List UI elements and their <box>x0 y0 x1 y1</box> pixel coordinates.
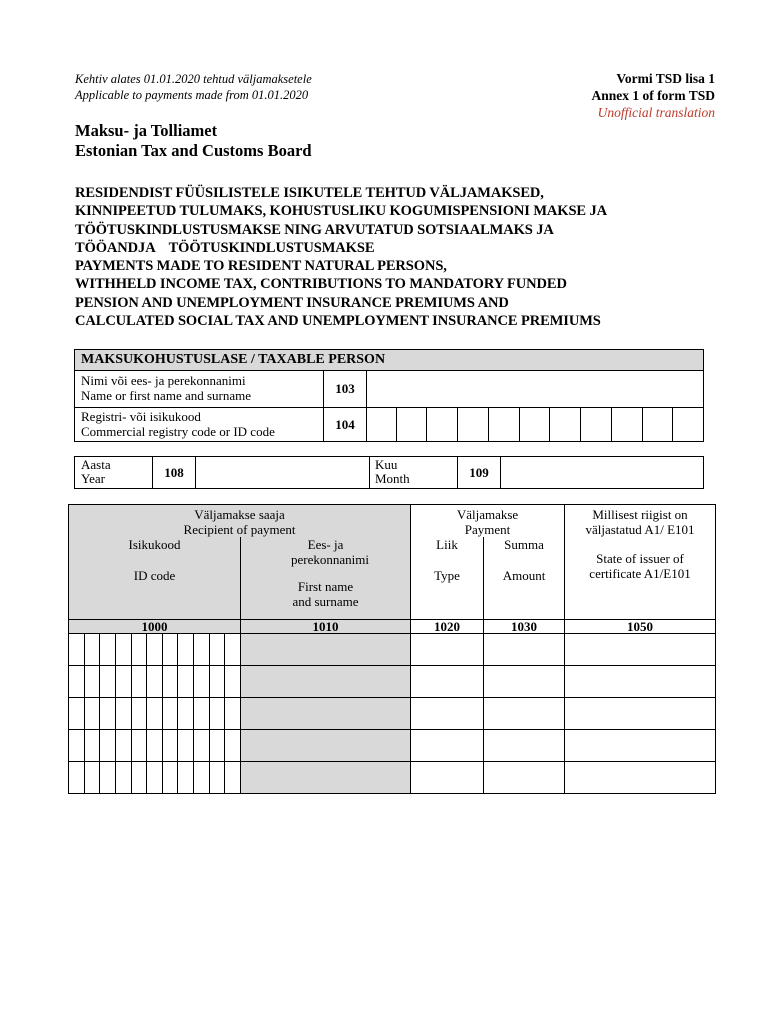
table-row <box>69 633 716 665</box>
id-digit-box[interactable] <box>225 698 240 729</box>
id-digit-box[interactable] <box>210 666 226 697</box>
id-code-cell[interactable] <box>69 697 241 729</box>
month-field[interactable] <box>500 457 703 488</box>
reg-code-digit-box[interactable] <box>643 407 674 442</box>
id-digit-box[interactable] <box>147 698 163 729</box>
id-digit-box[interactable] <box>194 698 210 729</box>
type-cell[interactable] <box>411 633 484 665</box>
id-digit-box[interactable] <box>116 666 132 697</box>
reg-code-digit-box[interactable] <box>612 407 643 442</box>
id-digit-box[interactable] <box>210 730 226 761</box>
reg-code-digit-box[interactable] <box>520 407 551 442</box>
reg-code-digit-box[interactable] <box>581 407 612 442</box>
id-code-cell[interactable] <box>69 665 241 697</box>
id-digit-box[interactable] <box>132 634 148 665</box>
id-digit-box[interactable] <box>163 762 179 793</box>
type-header <box>411 537 484 619</box>
name-field[interactable] <box>366 371 703 407</box>
state-cell[interactable] <box>565 665 716 697</box>
id-digit-box[interactable] <box>132 698 148 729</box>
id-digit-box[interactable] <box>194 634 210 665</box>
amount-header-et: Summa <box>504 537 544 552</box>
type-cell[interactable] <box>411 665 484 697</box>
amount-cell[interactable] <box>484 761 565 793</box>
title-line: PAYMENTS MADE TO RESIDENT NATURAL PERSONS, <box>75 258 447 275</box>
id-digit-box[interactable] <box>100 730 116 761</box>
reg-code-digit-box[interactable] <box>489 407 520 442</box>
state-header-en: State of issuer of certificate A1/E101 <box>589 551 691 581</box>
amount-cell[interactable] <box>484 697 565 729</box>
id-digit-box[interactable] <box>85 666 101 697</box>
name-cell[interactable] <box>241 697 411 729</box>
state-cell[interactable] <box>565 697 716 729</box>
code-row <box>69 619 716 633</box>
name-header-en: First name and surname <box>292 579 359 609</box>
reg-code-field[interactable] <box>366 407 703 442</box>
code-1050: 1050 <box>565 619 716 633</box>
id-digit-box[interactable] <box>132 762 148 793</box>
reg-code-digit-box[interactable] <box>397 407 428 442</box>
reg-code: 104 <box>323 407 367 442</box>
payment-header-en: Payment <box>464 522 511 537</box>
name-label <box>81 373 251 403</box>
title-line: RESIDENDIST FÜÜSILISTELE ISIKUTELE TEHTUD VÄLJAMAKSED, <box>75 185 544 201</box>
type-cell[interactable] <box>411 729 484 761</box>
amount-cell[interactable] <box>484 729 565 761</box>
id-code-header-en: ID code <box>133 568 176 583</box>
id-digit-box[interactable] <box>225 634 240 665</box>
amount-header <box>484 537 565 619</box>
id-digit-box[interactable] <box>210 762 226 793</box>
id-digit-box[interactable] <box>116 634 132 665</box>
name-cell[interactable] <box>241 729 411 761</box>
id-digit-box[interactable] <box>69 762 85 793</box>
month-code: 109 <box>457 457 501 488</box>
year-label <box>81 458 111 486</box>
amount-header-en: Amount <box>502 568 546 583</box>
id-digit-box[interactable] <box>147 634 163 665</box>
id-digit-box[interactable] <box>116 762 132 793</box>
title-line: CALCULATED SOCIAL TAX AND UNEMPLOYMENT INSURANCE PREMIUMS <box>75 313 601 330</box>
payment-header <box>411 505 565 538</box>
id-digit-box[interactable] <box>100 666 116 697</box>
state-header-et: Millisest riigist on väljastatud A1/ E101 <box>585 507 695 537</box>
year-field[interactable] <box>195 457 370 488</box>
table-row <box>69 761 716 793</box>
id-digit-box[interactable] <box>147 666 163 697</box>
id-digit-box[interactable] <box>69 634 85 665</box>
reg-code-digit-box[interactable] <box>458 407 489 442</box>
reg-code-digit-box[interactable] <box>366 407 397 442</box>
recipient-header-en: Recipient of payment <box>183 522 296 537</box>
type-cell[interactable] <box>411 761 484 793</box>
id-code-cell[interactable] <box>69 729 241 761</box>
taxable-person-section <box>74 349 704 442</box>
amount-cell[interactable] <box>484 633 565 665</box>
name-cell[interactable] <box>241 633 411 665</box>
id-digit-box[interactable] <box>69 730 85 761</box>
table-row <box>69 729 716 761</box>
id-digit-box[interactable] <box>178 698 194 729</box>
type-cell[interactable] <box>411 697 484 729</box>
id-digit-box[interactable] <box>194 666 210 697</box>
id-digit-box[interactable] <box>163 634 179 665</box>
payment-header-et: Väljamakse <box>456 507 519 522</box>
year-label-et: Aasta <box>81 457 111 472</box>
id-digit-box[interactable] <box>210 634 226 665</box>
id-code-cell[interactable] <box>69 633 241 665</box>
state-header <box>565 505 716 620</box>
id-code-cell[interactable] <box>69 761 241 793</box>
id-digit-box[interactable] <box>85 730 101 761</box>
reg-label <box>81 409 275 439</box>
type-header-en: Type <box>434 568 460 583</box>
id-digit-box[interactable] <box>163 730 179 761</box>
id-digit-box[interactable] <box>85 698 101 729</box>
title-line: KINNIPEETUD TULUMAKS, KOHUSTUSLIKU KOGUMISPENSIONI MAKSE JA <box>75 203 608 220</box>
amount-cell[interactable] <box>484 665 565 697</box>
id-code-header <box>69 537 241 619</box>
id-digit-box[interactable] <box>100 762 116 793</box>
table-row <box>69 665 716 697</box>
id-digit-box[interactable] <box>147 762 163 793</box>
org-name-en: Estonian Tax and Customs Board <box>75 141 312 160</box>
title-line: TÖÖTUSKINDLUSTUSMAKSE NING ARVUTATUD SOTSIAALMAKS JA <box>75 221 554 238</box>
id-digit-box[interactable] <box>69 698 85 729</box>
table-row <box>69 697 716 729</box>
id-digit-box[interactable] <box>100 698 116 729</box>
state-cell[interactable] <box>565 633 716 665</box>
reg-label-et: Registri- või isikukood <box>81 409 201 424</box>
id-digit-box[interactable] <box>178 730 194 761</box>
form-name-et: Vormi TSD lisa 1 <box>616 71 715 86</box>
id-digit-box[interactable] <box>178 762 194 793</box>
taxable-person-header: MAKSUKOHUSTUSLASE / TAXABLE PERSON <box>75 350 703 371</box>
reg-code-digit-box[interactable] <box>673 407 703 442</box>
period-section <box>74 456 704 489</box>
reg-row <box>75 407 703 442</box>
code-1020: 1020 <box>411 619 484 633</box>
id-digit-box[interactable] <box>85 634 101 665</box>
title-line: WITHHELD INCOME TAX, CONTRIBUTIONS TO MANDATORY FUNDED <box>75 276 567 293</box>
id-digit-box[interactable] <box>210 698 226 729</box>
form-name-en: Annex 1 of form TSD <box>591 88 715 103</box>
name-label-en: Name or first name and surname <box>81 388 252 403</box>
name-header <box>241 537 411 619</box>
name-cell[interactable] <box>241 665 411 697</box>
id-digit-box[interactable] <box>194 762 210 793</box>
state-cell[interactable] <box>565 729 716 761</box>
month-label-et: Kuu <box>375 457 398 472</box>
id-digit-box[interactable] <box>116 698 132 729</box>
year-code: 108 <box>152 457 196 488</box>
recipient-header-et: Väljamakse saaja <box>194 507 285 522</box>
id-digit-box[interactable] <box>132 666 148 697</box>
id-digit-box[interactable] <box>225 762 240 793</box>
id-digit-box[interactable] <box>163 666 179 697</box>
recipient-header <box>69 505 411 538</box>
code-1000: 1000 <box>69 619 241 633</box>
id-code-header-et: Isikukood <box>128 537 181 552</box>
type-header-et: Liik <box>436 537 458 552</box>
id-digit-box[interactable] <box>194 730 210 761</box>
name-code: 103 <box>323 371 367 407</box>
id-digit-box[interactable] <box>69 666 85 697</box>
month-label-en: Month <box>375 471 410 486</box>
name-cell[interactable] <box>241 761 411 793</box>
reg-code-digit-box[interactable] <box>550 407 581 442</box>
id-digit-box[interactable] <box>132 730 148 761</box>
effective-date-et: Kehtiv alates 01.01.2020 tehtud väljamaksetele <box>75 72 312 86</box>
payments-table <box>68 504 716 794</box>
state-cell[interactable] <box>565 761 716 793</box>
reg-code-digit-box[interactable] <box>427 407 458 442</box>
code-1030: 1030 <box>484 619 565 633</box>
id-digit-box[interactable] <box>163 698 179 729</box>
translation-note: Unofficial translation <box>597 105 715 120</box>
id-digit-box[interactable] <box>178 634 194 665</box>
id-digit-box[interactable] <box>100 634 116 665</box>
effective-date-en: Applicable to payments made from 01.01.2020 <box>75 88 309 102</box>
title-line: TÖÖANDJA TÖÖTUSKINDLUSTUSMAKSE <box>75 239 375 256</box>
form-title <box>75 184 735 330</box>
month-label <box>375 458 410 486</box>
name-header-et: Ees- ja perekonnanimi <box>291 537 369 567</box>
id-digit-box[interactable] <box>147 730 163 761</box>
reg-label-en: Commercial registry code or ID code <box>81 424 275 439</box>
id-digit-box[interactable] <box>225 730 240 761</box>
id-digit-box[interactable] <box>225 666 240 697</box>
name-row <box>75 371 703 408</box>
year-label-en: Year <box>81 471 105 486</box>
id-digit-box[interactable] <box>178 666 194 697</box>
id-digit-box[interactable] <box>116 730 132 761</box>
title-line: PENSION AND UNEMPLOYMENT INSURANCE PREMIUMS AND <box>75 294 509 311</box>
id-digit-box[interactable] <box>85 762 101 793</box>
org-name-et: Maksu- ja Tolliamet <box>75 121 218 140</box>
code-1010: 1010 <box>241 619 411 633</box>
name-label-et: Nimi või ees- ja perekonnanimi <box>81 373 246 388</box>
